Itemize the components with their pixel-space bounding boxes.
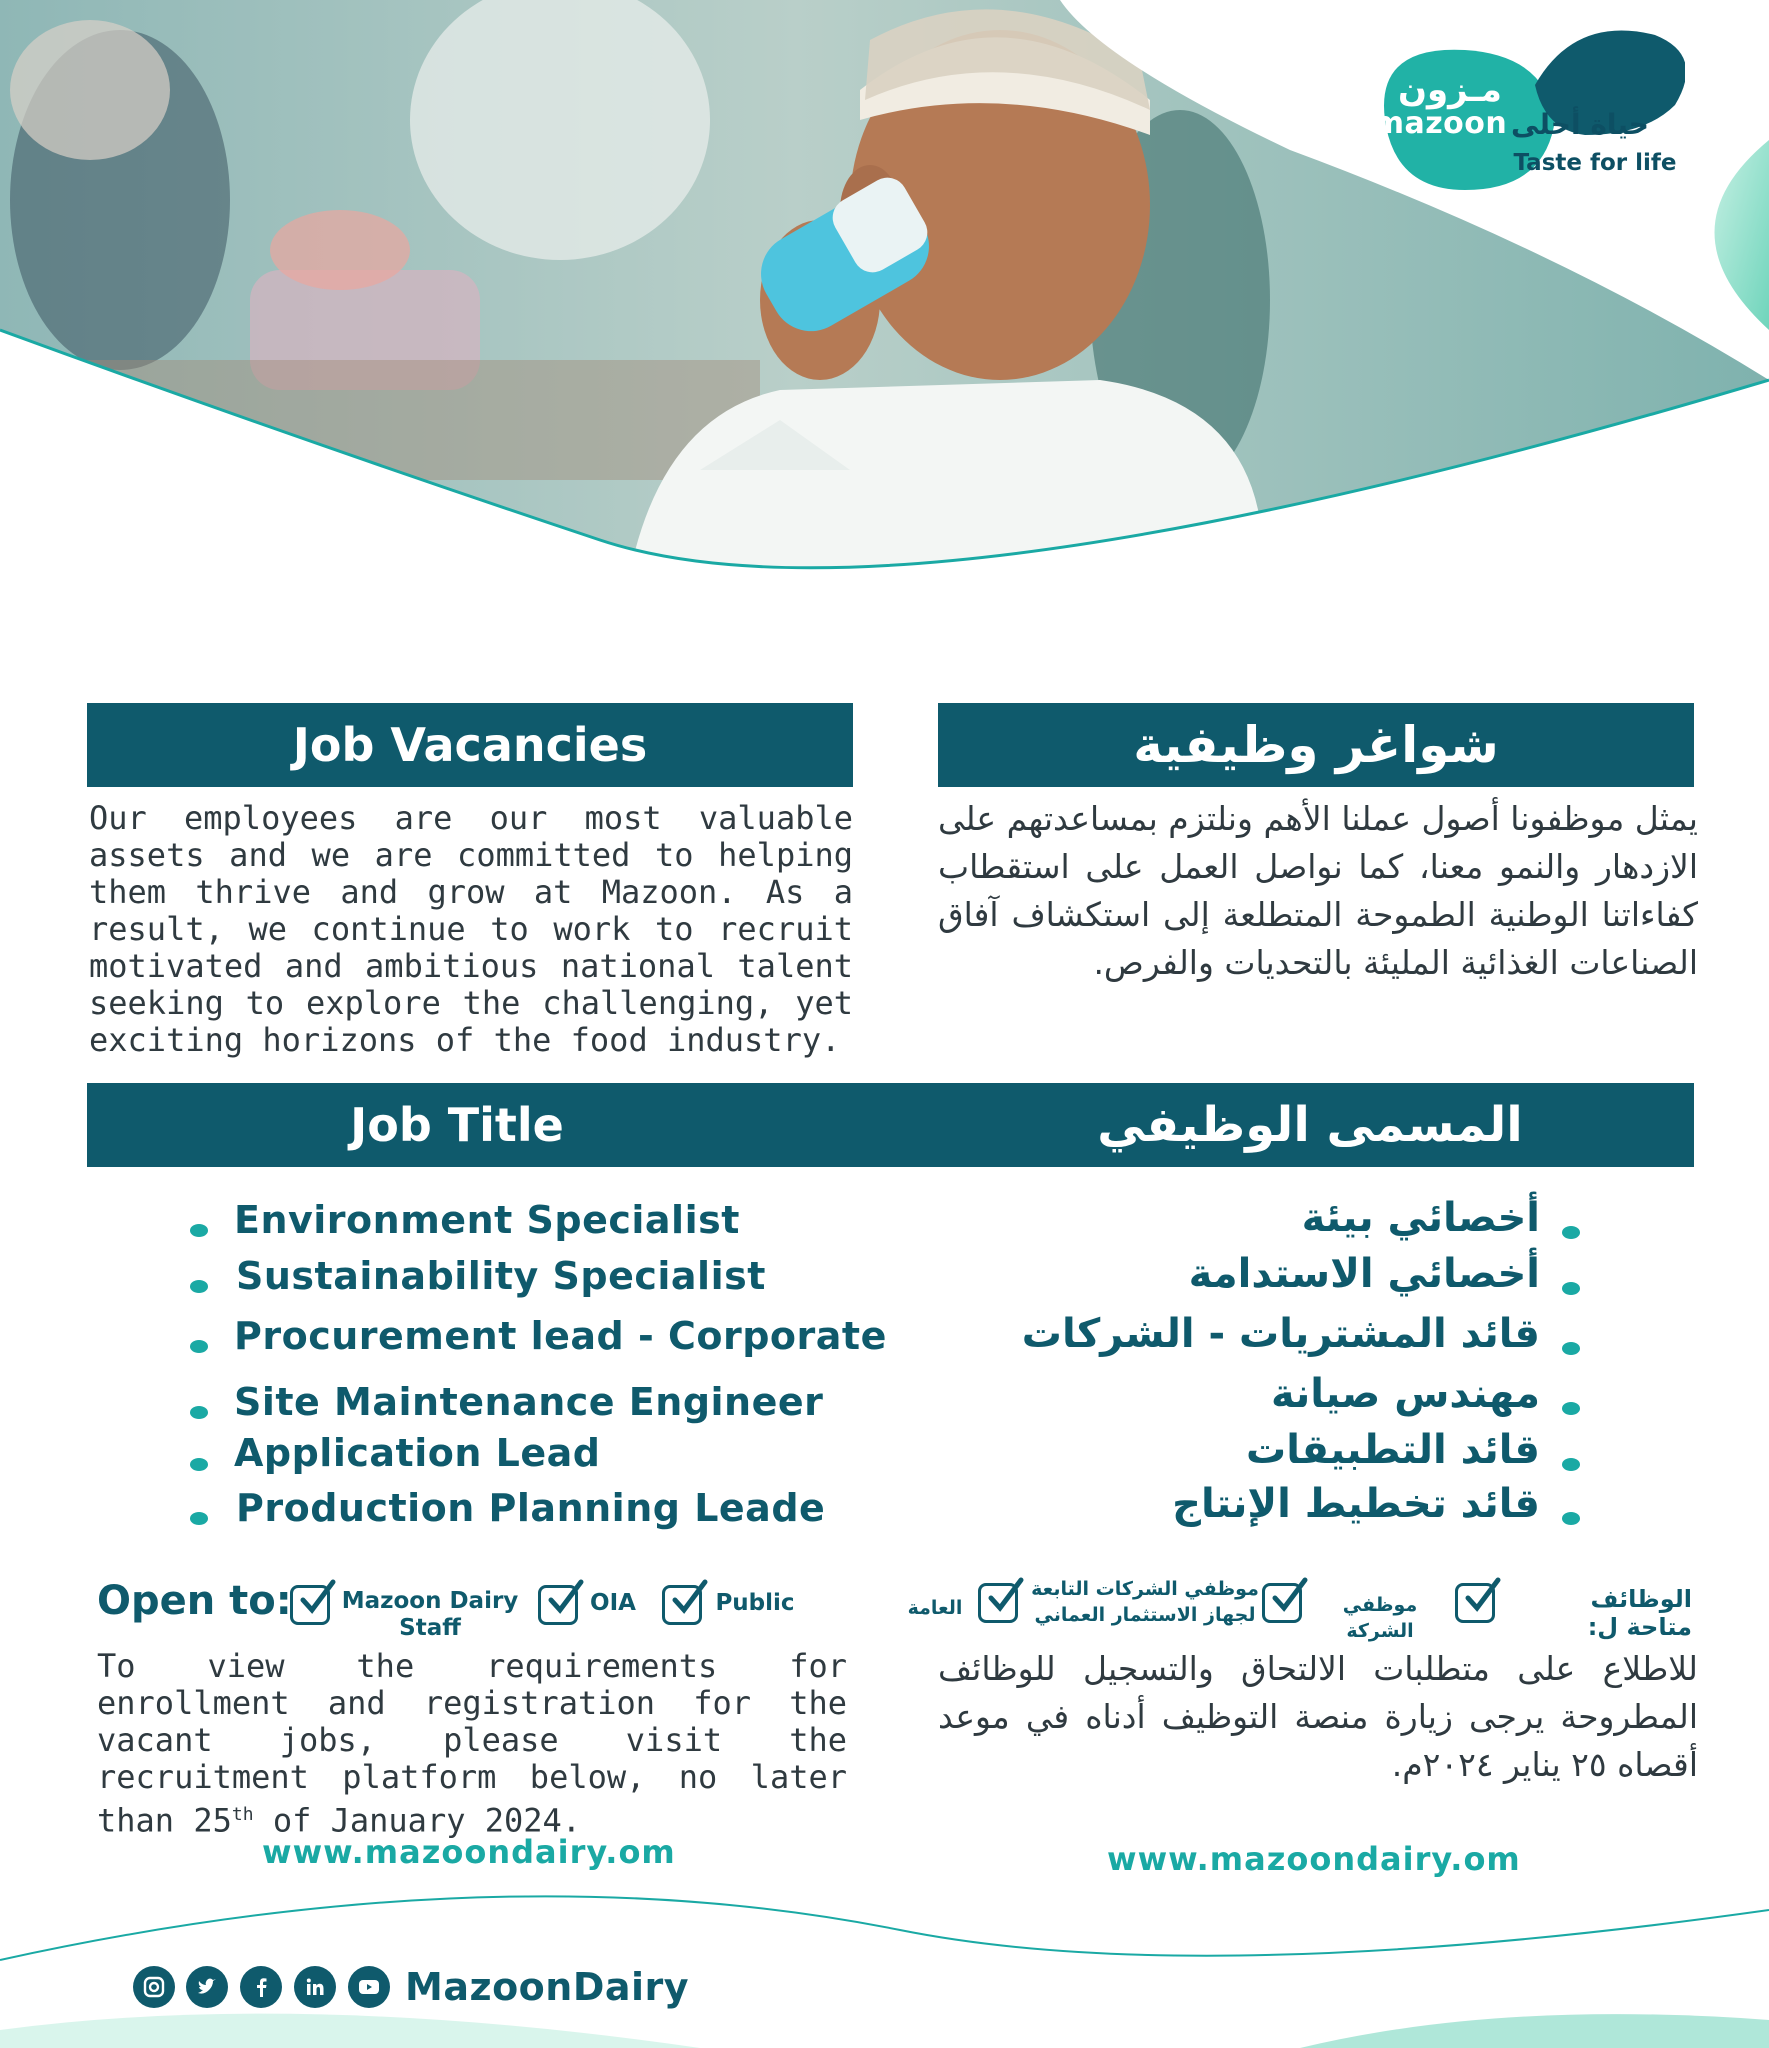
job-item-en: Sustainability Specialist <box>236 1254 766 1298</box>
bullet-icon <box>1562 1342 1580 1355</box>
bullet-icon <box>190 1458 208 1471</box>
requirements-text-ar: للاطلاع على متطلبات الالتحاق والتسجيل للوظائف المطروحة يرجى زيارة منصة التوظيف أدناه في موعد أقصاه ٢٥ يناير ٢٠٢٤م. <box>938 1649 1698 1784</box>
job-item-ar: أخصائي الاستدامة <box>1188 1251 1540 1297</box>
option-oia-ar: موظفي الشركات التابعة لجهاز الاستثمار العماني <box>1031 1578 1259 1626</box>
requirements-text-en: To view the requirements for enrollment and registration for the vacant jobs, please visit the recruitment platform below, no later than 25th of January 2024. <box>97 1647 847 1840</box>
bullet-icon <box>1562 1402 1580 1415</box>
option-oia: OIA <box>590 1590 636 1616</box>
job-item-ar: مهندس صيانة <box>1270 1371 1540 1417</box>
job-item-en: Production Planning Leade <box>236 1486 826 1530</box>
bullet-icon <box>1562 1512 1580 1525</box>
job-vacancies-heading: Job Vacancies <box>87 703 853 787</box>
linkedin-icon[interactable] <box>294 1966 336 2008</box>
job-item-ar: قائد تخطيط الإنتاج <box>1172 1481 1540 1527</box>
job-item-ar: قائد المشتريات - الشركات <box>1021 1311 1540 1357</box>
bullet-icon <box>190 1224 208 1237</box>
check-icon <box>978 1583 1018 1623</box>
option-public-ar: العامة <box>907 1597 963 1619</box>
job-title-heading-ar: المسمى الوظيفي <box>1097 1097 1523 1153</box>
option-public: Public <box>715 1590 795 1616</box>
check-icon <box>290 1585 330 1625</box>
available-to-label-ar: الوظائف متاحة ل: <box>1587 1585 1692 1641</box>
open-to-label: Open to: <box>97 1578 292 1624</box>
option-mazoon-staff: Mazoon Dairy Staff <box>341 1588 519 1641</box>
check-icon <box>662 1585 702 1625</box>
bullet-icon <box>1562 1226 1580 1239</box>
job-item-en: Site Maintenance Engineer <box>234 1380 824 1424</box>
intro-text-ar: يمثل موظفونا أصول عملنا الأهم ونلتزم بمساعدتهم على الازدهار والنمو معنا، كما نواصل العمل على استقطاب كفاءاتنا الوطنية الطموحة المتطلعة إلى استكشاف آفاق الصناعات الغذائية المليئة بالتحديات والفرص. <box>938 799 1698 982</box>
option-company-staff-ar: موظفي الشركة <box>1342 1594 1418 1642</box>
youtube-icon[interactable] <box>348 1966 390 2008</box>
intro-text-en: Our employees are our most valuable assets and we are committed to helping them thrive and grow at Mazoon. As a result, we continue to work to recruit motivated and ambitious national talent seeking to explore the challenging, yet exciting horizons of the food industry. <box>89 799 853 1059</box>
check-icon <box>1262 1583 1302 1623</box>
bullet-icon <box>1562 1458 1580 1471</box>
twitter-icon[interactable] <box>186 1966 228 2008</box>
instagram-icon[interactable] <box>133 1966 175 2008</box>
logo-arabic: مـزون <box>1398 70 1502 110</box>
check-icon <box>538 1585 578 1625</box>
job-item-en: Procurement lead - Corporate <box>234 1314 887 1358</box>
job-item-en: Application Lead <box>234 1431 601 1475</box>
bullet-icon <box>190 1512 208 1525</box>
bullet-icon <box>190 1280 208 1293</box>
job-item-en: Environment Specialist <box>234 1198 740 1242</box>
bullet-icon <box>1562 1282 1580 1295</box>
bullet-icon <box>190 1340 208 1353</box>
logo-english: mazoon <box>1372 106 1508 141</box>
check-icon <box>1455 1583 1495 1623</box>
facebook-icon[interactable] <box>240 1966 282 2008</box>
job-item-ar: قائد التطبيقات <box>1246 1427 1540 1473</box>
footer-wave <box>0 1870 1769 2048</box>
job-title-heading: Job Title <box>350 1098 564 1152</box>
website-link-ar[interactable]: www.mazoondairy.om <box>1107 1840 1521 1878</box>
bullet-icon <box>190 1406 208 1419</box>
website-link-en[interactable]: www.mazoondairy.om <box>262 1833 676 1871</box>
job-item-ar: أخصائي بيئة <box>1301 1195 1540 1241</box>
job-vacancies-heading-ar: شواغر وظيفية <box>938 703 1694 787</box>
social-handle: MazoonDairy <box>405 1965 690 2009</box>
tagline-arabic: حياة أحلى <box>1511 108 1649 141</box>
tagline-english: Taste for life <box>1513 150 1677 176</box>
